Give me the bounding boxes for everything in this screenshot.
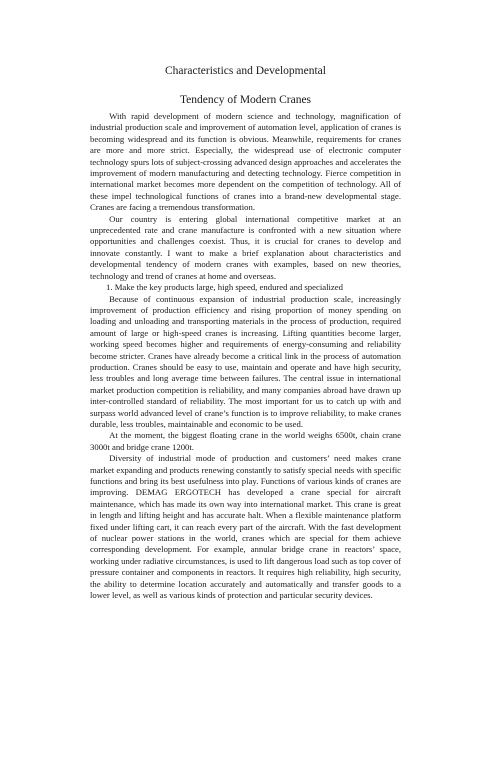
intro-paragraph: Our country is entering global international competitive market at an unprecedented rate and crane manufacture is confronted with a new situation where opportunities and challenges coexist. Thus, it is crucial for cranes to develop and innovate constantly. I want to make a brief explanation about characteristics and developmental tendency of modern cranes with examples, based on new theories, technology and trend of cranes at home and overseas.	[90, 213, 401, 281]
body-paragraph: Diversity of industrial mode of production and customers’ need makes crane market expanding and products renewing constantly to satisfy special needs with specific functions and bring its best usefulness into play. Functions of various kinds of cranes are improving. DEMAG ERGOTECH has developed a crane special for aircraft maintenance, which has made its own way into international market. This crane is great in length and lifting height and has accurate halt. When a flexible maintenance platform fixed under lifting cart, it can reach every part of the aircraft. With the fast development of nuclear power stations in the world, cranes which are special for them achieve corresponding development. For example, annular bridge crane in reactors’ space, working under radiative circumstances, is used to lift dangerous load such as top cover of pressure container and components in reactors. It requires high reliability, high security, the ability to determine location accurately and automatically and transfer goods to a lower level, as well as various kinds of protection and particular security devices.	[90, 453, 401, 601]
document-title-line-1: Characteristics and Developmental	[165, 65, 326, 77]
document-title-line-2: Tendency of Modern Cranes	[179, 94, 312, 106]
body-paragraph: At the moment, the biggest floating crane in the world weighs 6500t, chain crane 3000t and bridge crane 1200t.	[90, 430, 401, 452]
section-heading-list-item: 1. Make the key products large, high speed, endured and specialized	[106, 282, 343, 293]
body-paragraph: Because of continuous expansion of industrial production scale, increasingly improvement of production efficiency and rising proportion of money spending on loading and unloading and transporting materials in the process of production, required amount of large or high-speed cranes is increasing. Lifting quantities become larger, working speed becomes higher and requirements of energy-consuming and reliability become stricter. Cranes have already become a critical link in the process of automation production. Cranes should be easy to use, maintain and operate and have high security, less troubles and long average time between failures. The central issue in international market production competition is reliability, and many companies abroad have drawn up inter-controlled standard of reliability. The most important for us to catch up with and surpass world advanced level of crane’s function is to improve reliability, to make cranes durable, less troubles, maintainable and economic to be used.	[90, 293, 401, 429]
intro-paragraph: With rapid development of modern science and technology, magnification of industrial production scale and improvement of automation level, application of cranes is becoming widespread and its function is obvious. Meanwhile, requirements for cranes are more and more strict. Especially, the widespread use of electronic computer technology spurs lots of subject-crossing advanced design approaches and accelerates the improvement of modern manufacturing and detecting technology. Fierce competition in international market becomes more dependent on the competition of technology. All of these impel technological functions of cranes into a brand-new developmental stage. Cranes are facing a tremendous transformation.	[90, 111, 401, 213]
document-page	[0, 64, 496, 766]
